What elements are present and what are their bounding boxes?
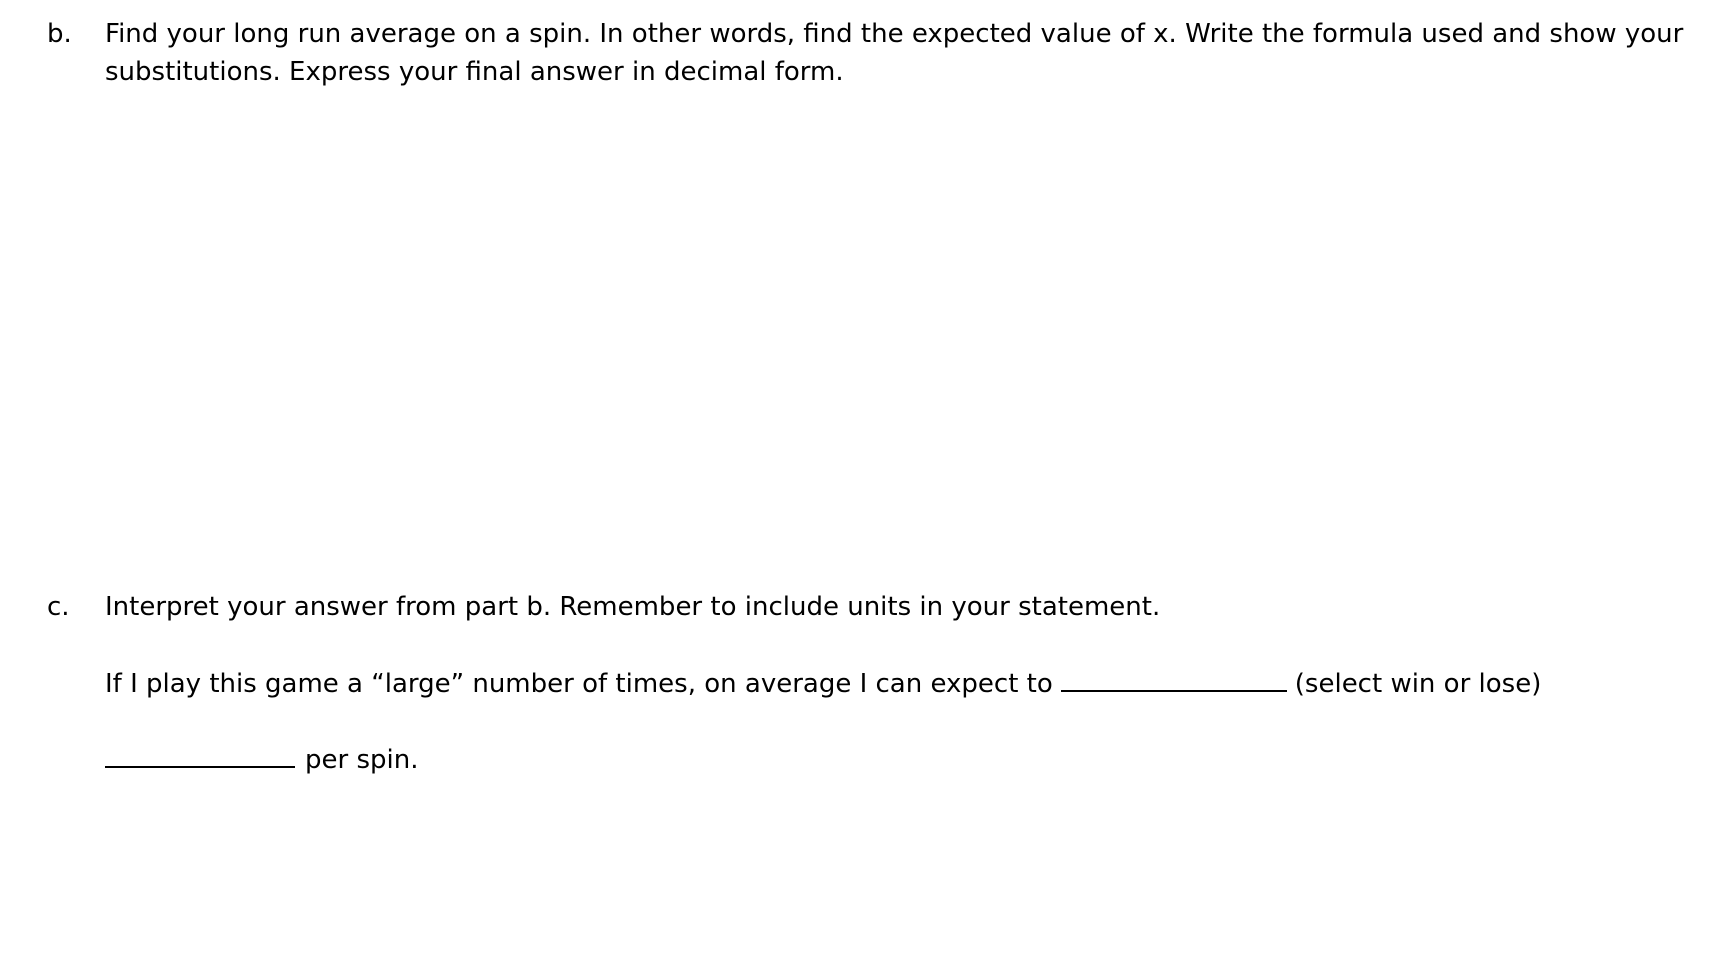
fill-in-sentence	[105, 664, 1541, 703]
sentence-end: per spin.	[305, 745, 419, 775]
sentence-hint: (select win or lose)	[1294, 669, 1542, 699]
per-spin-sentence	[105, 740, 418, 779]
question-b-text-line1: Find your long run average on a spin. In other words, find the expected value of x. Write the formula used and show your	[105, 19, 1684, 49]
question-b-label: b.	[47, 19, 72, 49]
sentence-start: If I play this game a “large” number of times, on average I can expect to	[105, 669, 1053, 699]
amount-blank[interactable]	[105, 740, 295, 768]
question-c-prompt: Interpret your answer from part b. Remember to include units in your statement.	[105, 592, 1161, 622]
question-c-label: c.	[47, 592, 70, 622]
question-b-text-line2: substitutions. Express your final answer in decimal form.	[105, 57, 844, 87]
win-lose-blank[interactable]	[1061, 664, 1287, 692]
